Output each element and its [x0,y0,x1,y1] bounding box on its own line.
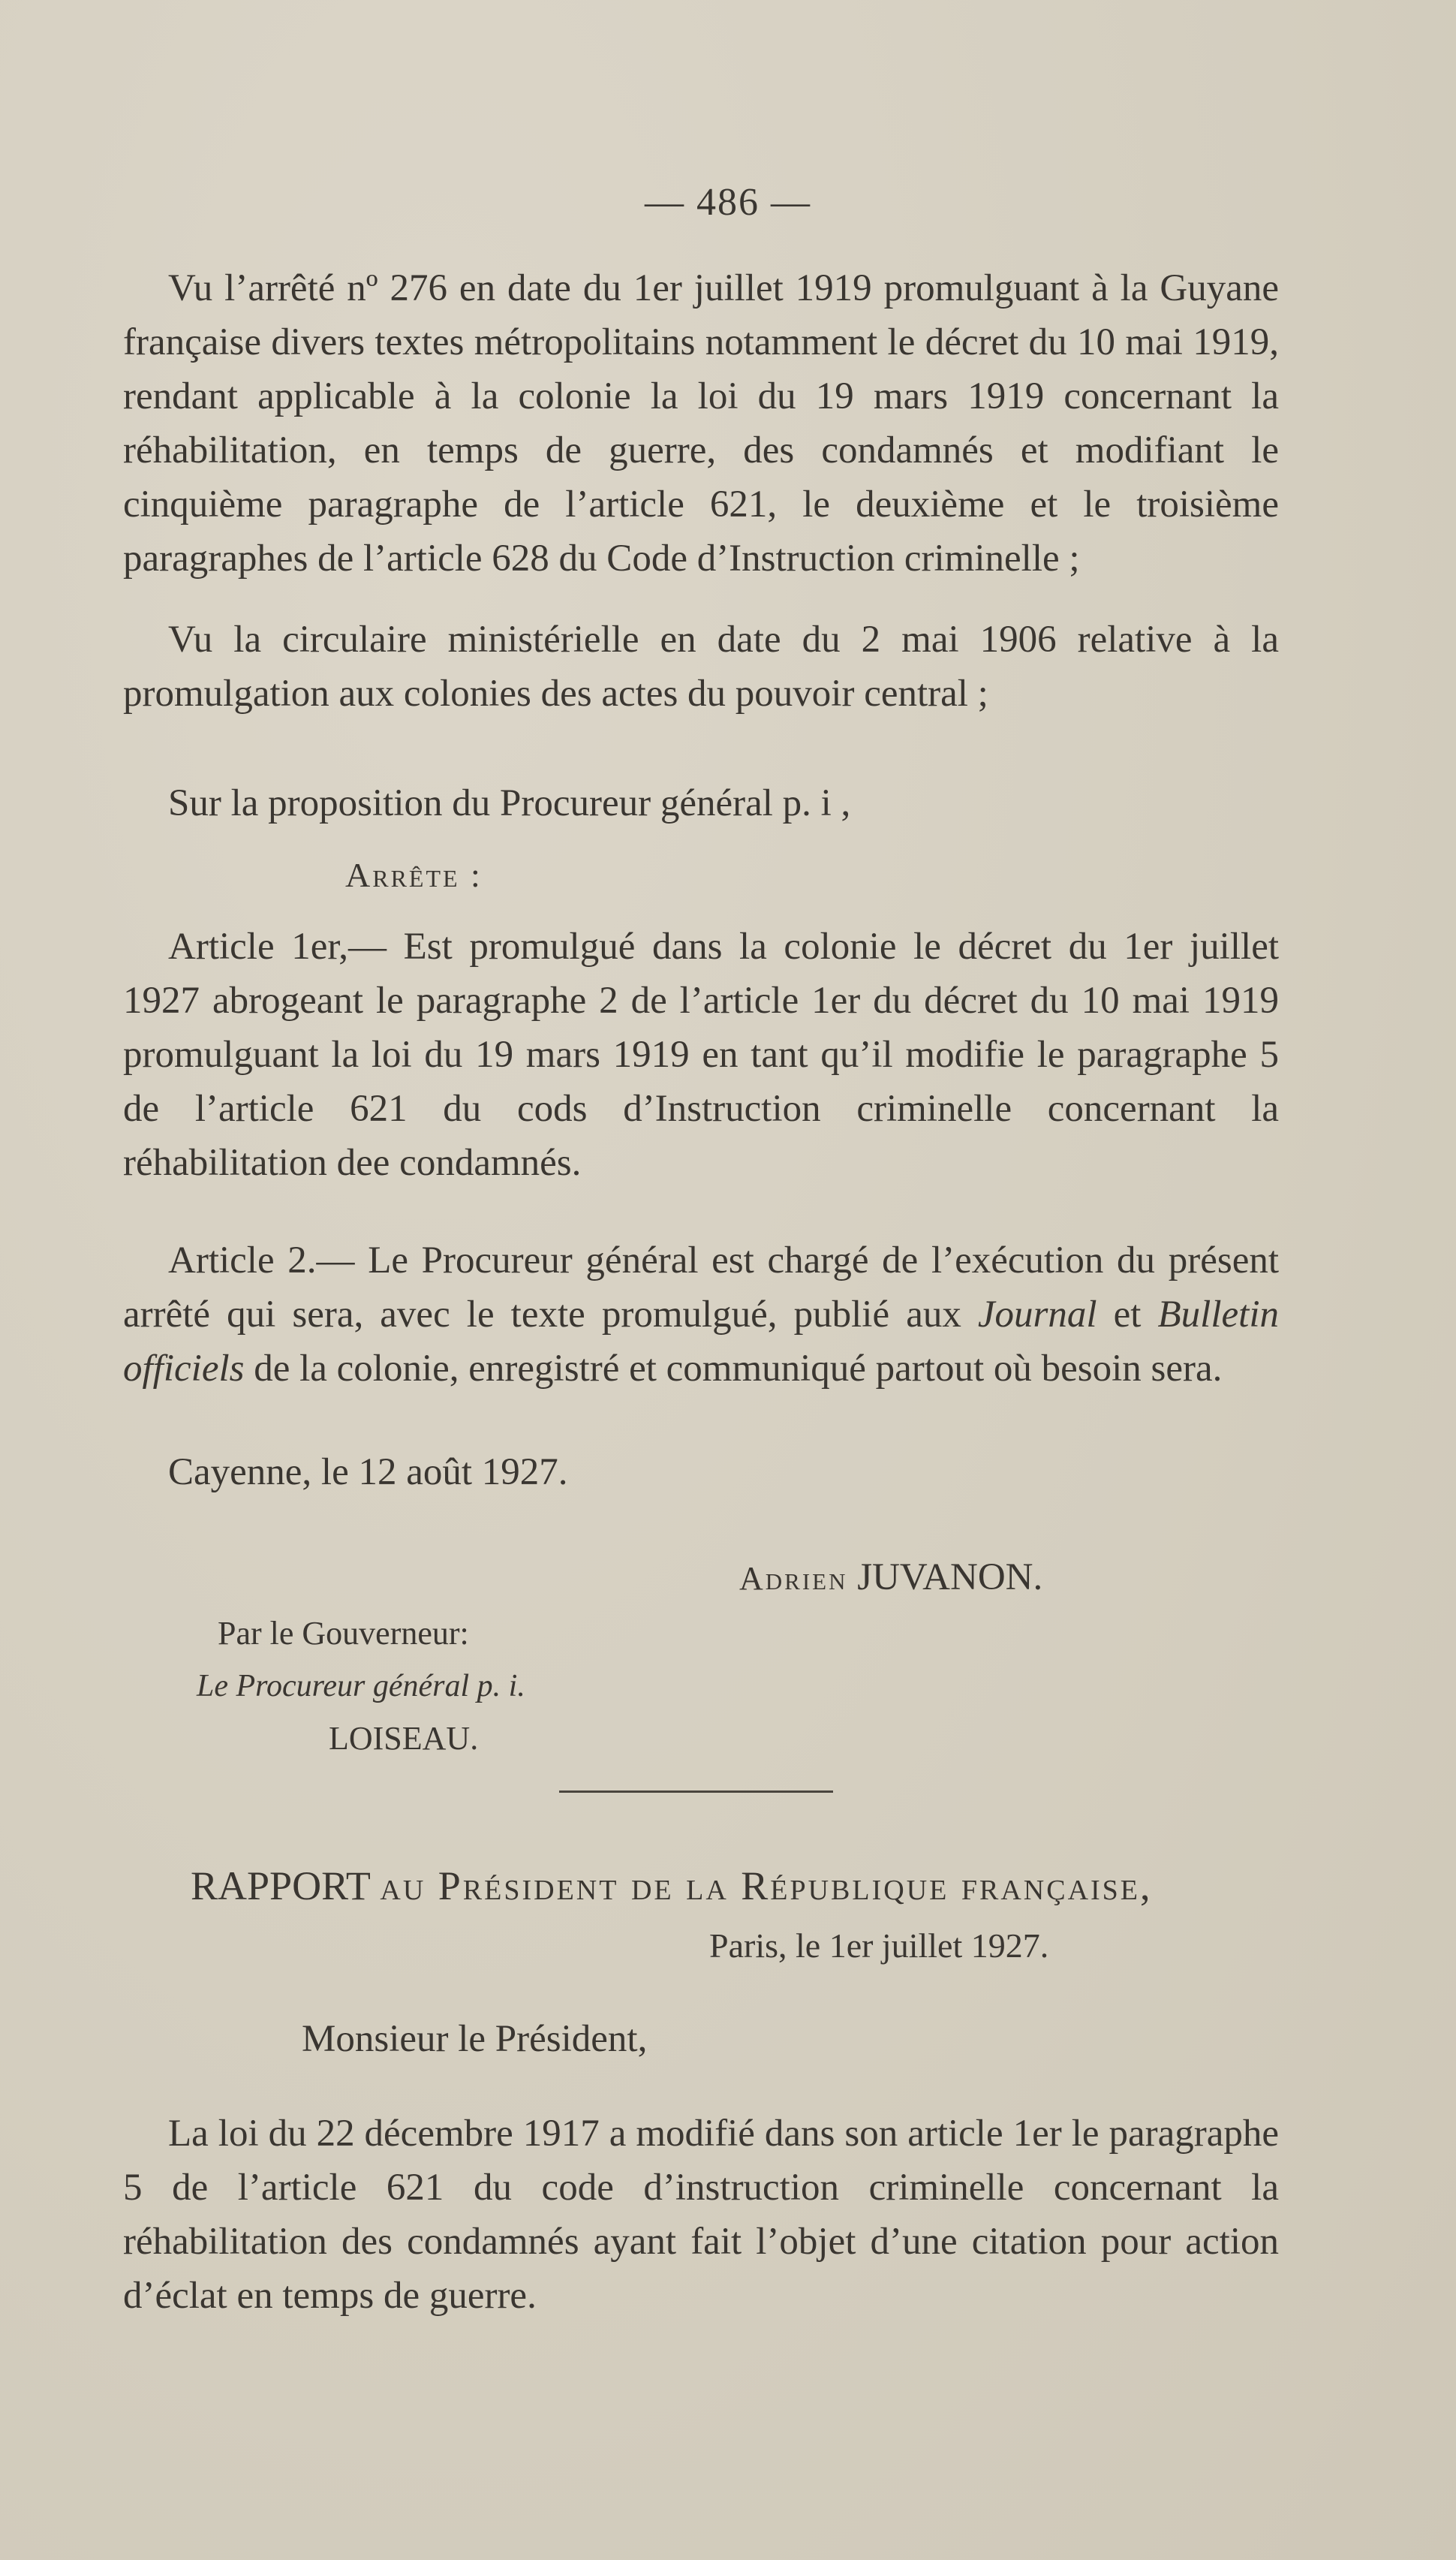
article-2-text-b: de la colonie, enregistré et communiqué partout où besoin sera. [244,1348,1223,1390]
procureur-general: Le Procureur général p. i. [197,1669,525,1703]
arrete-heading: Arrête : [345,856,483,894]
article-2-et: et [1097,1294,1158,1336]
par-le-gouverneur: Par le Gouverneur: [218,1615,469,1652]
article-2 [123,1233,1279,1396]
rapport-recipient: au Président de la République française, [380,1863,1153,1908]
article-2-text-a: Article 2.— Le Procureur général est chargé de l’exécution du présent arrêté qui sera, avec le texte promulgué, publié aux [123,1239,1279,1336]
bulletin-title: Bulletin officiels [123,1294,1279,1390]
page-number: — 486 — [645,181,811,224]
paragraph-loi-1917: La loi du 22 décembre 1917 a modifié dans son article 1er le paragraphe 5 de l’article 621 du code d’instruction criminelle concernant la réhabilitation des condamnés ayant fait l’objet d’une citation pour action d’éclat en temps de guerre. [123,2113,1279,2317]
journal-title: Journal [977,1294,1097,1336]
rapport-date: Paris, le 1er juillet 1927. [709,1926,1049,1965]
signatory-first: Adrien [739,1560,848,1597]
article-1-label: Article 1er, [168,926,349,968]
article-1-text: — Est promulgué dans la colonie le décret du 1er juillet 1927 abrogeant le paragraphe 2 de l’article 1er du décret du 10 mai 1919 promulguant la loi du 19 mars 1919 en tant qu’il modifie le paragraphe 5 de l’article 621 du cods d’Instruction criminelle concernant la réhabilitation dee condamnés. [123,926,1279,1184]
separator-rule [559,1790,833,1793]
signatory-last: JUVANON. [857,1556,1043,1598]
date-place: Cayenne, le 12 août 1927. [168,1451,568,1493]
article-1 [123,920,1279,1190]
signatory [739,1550,1042,1606]
paragraph-proposition: Sur la proposition du Procureur général p. i , [168,782,851,824]
paragraph-arrete-276: Vu l’arrêté nº 276 en date du 1er juillet 1919 promulguant à la Guyane française divers textes métropolitains notamment le décret du 10 mai 1919, rendant applicable à la colonie la loi du 19 mars 1919 concernant la réhabilitation, en temps de guerre, des condamnés et modifiant le cinquième paragraphe de l’article 621, le deuxième et le troisième paragraphes de l’article 628 du Code d’Instruction criminelle ; [123,267,1279,580]
rapport-heading [191,1859,1153,1913]
loiseau: LOISEAU. [329,1720,479,1757]
salutation: Monsieur le Président, [302,2018,648,2060]
paragraph-circulaire: Vu la circulaire ministérielle en date du 2 mai 1906 relative à la promulgation aux colonies des actes du pouvoir central ; [123,619,1279,715]
rapport-word: RAPPORT [191,1863,370,1908]
